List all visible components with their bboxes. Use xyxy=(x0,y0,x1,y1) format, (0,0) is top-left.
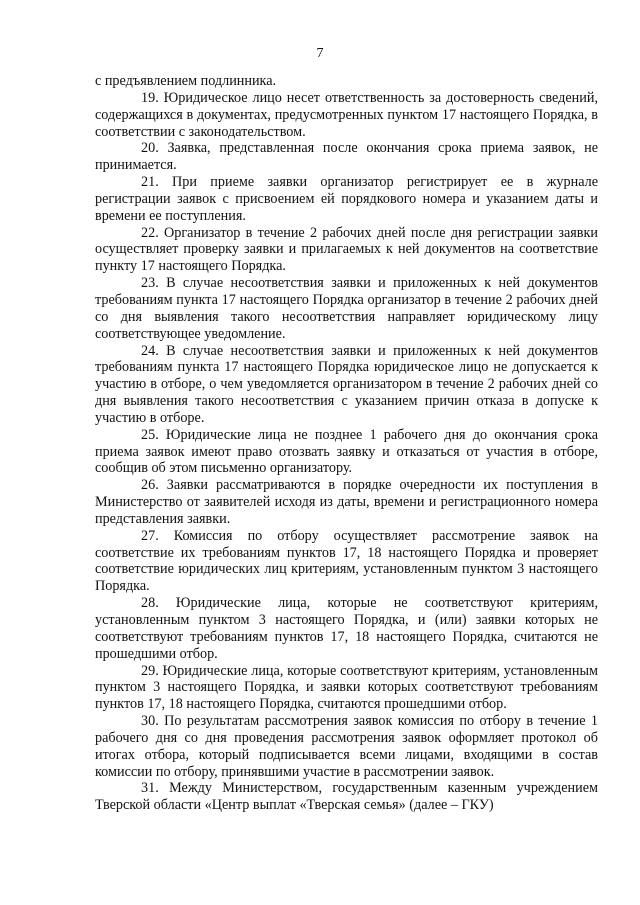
paragraph-29: 29. Юридические лица, которые соответствуют критериям, установленным пунктом 3 настоящего Порядка, и заявки которых соответствуют требованиям пунктов 17, 18 настоящего Порядка, считаются прошедшими отбор. xyxy=(95,662,598,713)
paragraph-31: 31. Между Министерством, государственным казенным учреждением Тверской области «Центр выплат «Тверская семья» (далее – ГКУ) xyxy=(95,780,598,814)
paragraph-27: 27. Комиссия по отбору осуществляет рассмотрение заявок на соответствие их требованиям пунктов 17, 18 настоящего Порядка и проверяет соответствие юридических лиц критериям, установленным пунктом 3 настоящего Порядка. xyxy=(95,527,598,595)
paragraph-23: 23. В случае несоответствия заявки и приложенных к ней документов требованиям пункта 17 настоящего Порядка организатор в течение 2 рабочих дней со дня выявления такого несоответствия направляет юридическому лицу соответствующее уведомление. xyxy=(95,275,598,342)
document-body xyxy=(95,73,598,814)
paragraph-22: 22. Организатор в течение 2 рабочих дней после дня регистрации заявки осуществляет проверку заявки и прилагаемых к ней документов на соответствие пункту 17 настоящего Порядка. xyxy=(95,224,598,275)
paragraph-21: 21. При приеме заявки организатор регистрирует ее в журнале регистрации заявок с присвоением ей порядкового номера и указанием даты и времени ее поступления. xyxy=(95,174,598,224)
paragraph-26: 26. Заявки рассматриваются в порядке очередности их поступления в Министерство от заявителей исходя из даты, времени и регистрационного номера представления заявки. xyxy=(95,477,598,527)
paragraph-19: 19. Юридическое лицо несет ответственность за достоверность сведений, содержащихся в документах, предусмотренных пунктом 17 настоящего Порядка, в соответствии с законодательством. xyxy=(95,89,598,140)
page-number: 7 xyxy=(316,46,324,61)
paragraph-28: 28. Юридические лица, которые не соответствуют критериям, установленным пунктом 3 настоящего Порядка, и (или) заявки которых не соответствуют требованиям пунктов 17, 18 настоящего Порядка, считаются не прошедшими отбор. xyxy=(95,595,598,662)
paragraph-24: 24. В случае несоответствия заявки и приложенных к ней документов требованиям пункта 17 настоящего Порядка юридическое лицо не допускается к участию в отборе, о чем уведомляется организатором в течение 2 рабочих дней со дня выявления такого несоответствия с указанием причин отказа в допуске к участию в отборе. xyxy=(95,342,598,426)
paragraph-continuation: с предъявлением подлинника. xyxy=(95,73,277,89)
paragraph-25: 25. Юридические лица не позднее 1 рабочего дня до окончания срока приема заявок имеют право отозвать заявку и отказаться от участия в отборе, сообщив об этом письменно организатору. xyxy=(95,426,598,477)
paragraph-20: 20. Заявка, представленная после окончания срока приема заявок, не принимается. xyxy=(95,140,598,174)
paragraph-30: 30. По результатам рассмотрения заявок комиссия по отбору в течение 1 рабочего дня со дня проведения рассмотрения заявок оформляет протокол об итогах отбора, который подписывается всеми лицами, входящими в состав комиссии по отбору, принявшими участие в рассмотрении заявок. xyxy=(95,713,598,780)
